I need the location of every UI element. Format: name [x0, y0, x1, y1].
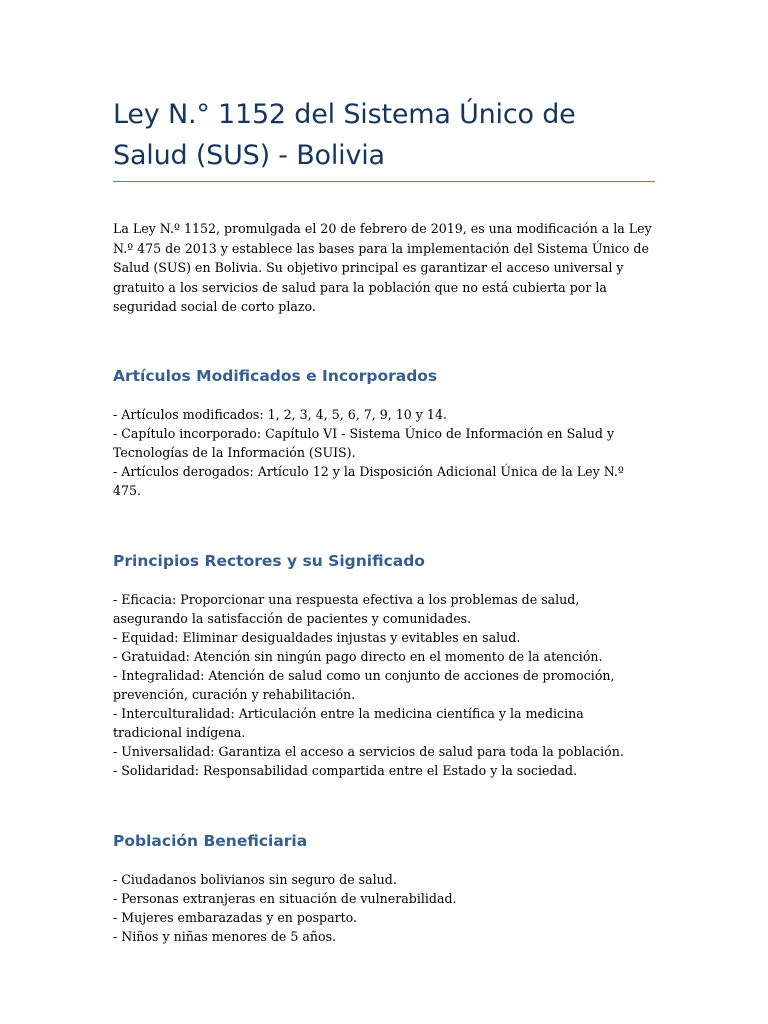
document-page: [113, 0, 655, 946]
section-principios: [113, 550, 655, 780]
principios-list: [113, 590, 655, 780]
section-heading-principios: Principios Rectores y su Significado: [113, 551, 425, 570]
list-item: - Mujeres embarazadas y en posparto.: [113, 909, 358, 925]
section-heading-poblacion: Población Beneficiaria: [113, 831, 308, 850]
title-underline: [113, 181, 655, 182]
section-articulos: [113, 365, 655, 500]
articulos-list: [113, 405, 655, 500]
list-item: - Niños y niñas menores de 5 años.: [113, 928, 337, 944]
list-item: - Solidaridad: Responsabilidad compartida entre el Estado y la sociedad.: [113, 762, 578, 778]
list-item: - Artículos derogados: Artículo 12 y la Disposición Adicional Única de la Ley N.º 475.: [113, 463, 624, 498]
list-item: - Artículos modificados: 1, 2, 3, 4, 5, 6, 7, 9, 10 y 14.: [113, 406, 447, 422]
list-item: - Ciudadanos bolivianos sin seguro de salud.: [113, 871, 397, 887]
list-item: - Gratuidad: Atención sin ningún pago directo en el momento de la atención.: [113, 648, 603, 664]
section-poblacion: [113, 830, 655, 946]
section-heading-articulos: Artículos Modificados e Incorporados: [113, 366, 438, 385]
poblacion-list: [113, 870, 655, 946]
list-item: - Equidad: Eliminar desigualdades injustas y evitables en salud.: [113, 629, 521, 645]
list-item: - Capítulo incorporado: Capítulo VI - Sistema Único de Información en Salud y Tecnologías de la Información (SUIS).: [113, 425, 615, 460]
list-item: - Universalidad: Garantiza el acceso a servicios de salud para toda la población.: [113, 743, 624, 759]
document-title: Ley N.° 1152 del Sistema Único de Salud (SUS) - Bolivia: [113, 99, 576, 171]
list-item: - Interculturalidad: Articulación entre la medicina científica y la medicina tradicional indígena.: [113, 705, 584, 740]
list-item: - Integralidad: Atención de salud como un conjunto de acciones de promoción, prevención, curación y rehabilitación.: [113, 667, 615, 702]
list-item: - Personas extranjeras en situación de vulnerabilidad.: [113, 890, 457, 906]
intro-paragraph: La Ley N.º 1152, promulgada el 20 de febrero de 2019, es una modificación a la Ley N.º 475 de 2013 y establece las bases para la implementación del Sistema Único de Salud (SUS) en Bolivia. Su objetivo principal es garantizar el acceso universal y gratuito a los servicios de salud para la población que no está cubierta por la seguridad social de corto plazo.: [113, 221, 652, 314]
list-item: - Eficacia: Proporcionar una respuesta efectiva a los problemas de salud, asegurando la satisfacción de pacientes y comunidades.: [113, 591, 580, 626]
